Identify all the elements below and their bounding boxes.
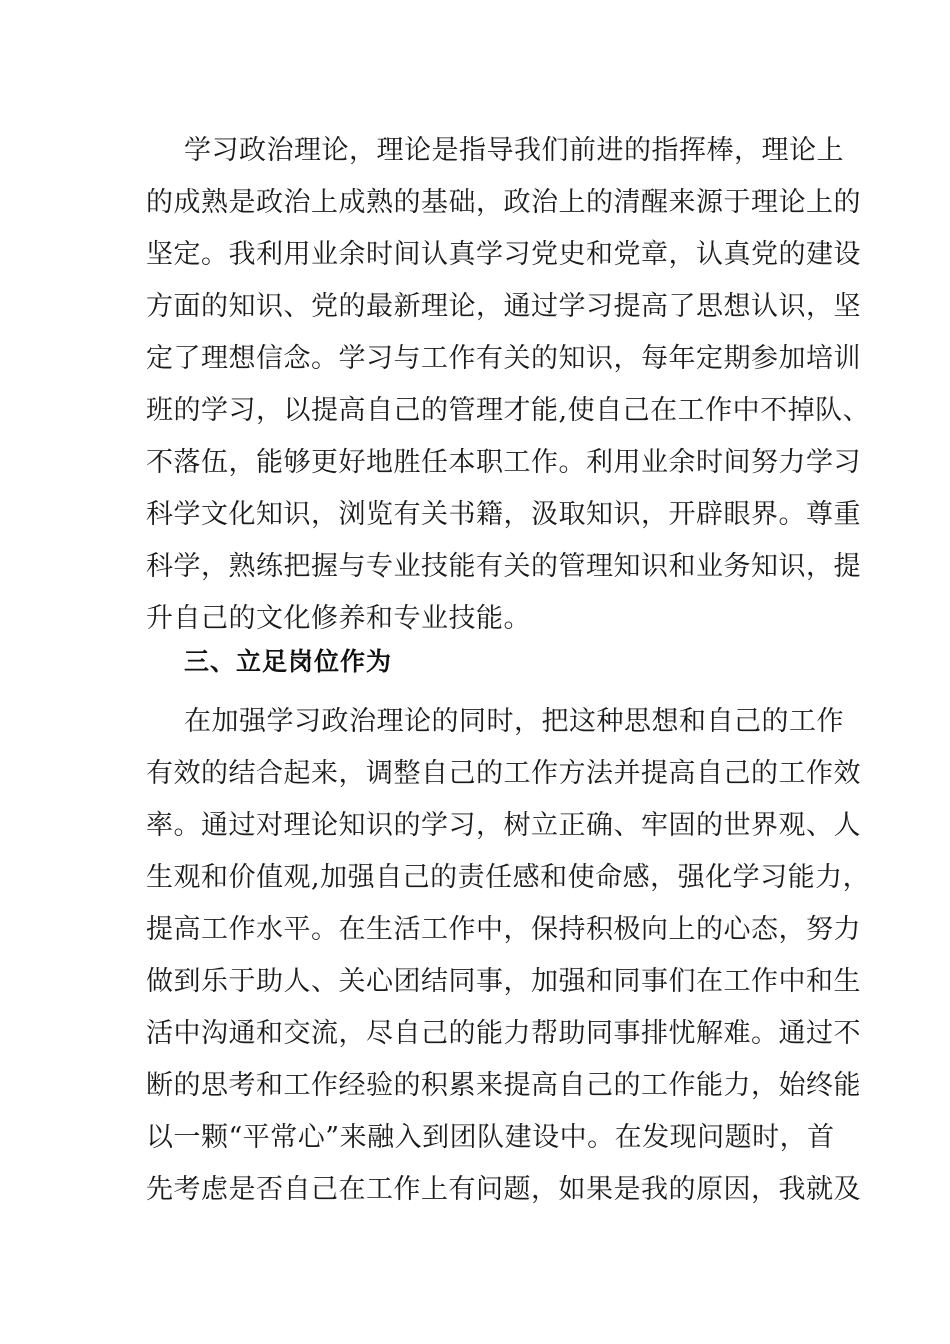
paragraph-line: 科学，熟练把握与专业技能有关的管理知识和业务知识，提 xyxy=(146,551,861,582)
paragraph-line: 活中沟通和交流，尽自己的能力帮助同事排忧解难。通过不 xyxy=(146,1018,861,1049)
paragraph-line: 有效的结合起来，调整自己的工作方法并提高自己的工作效 xyxy=(146,758,861,789)
paragraph-line: 升自己的文化修养和专业技能。 xyxy=(146,603,531,634)
paragraph-line: 以一颗“平常心”来融入到团队建设中。在发现问题时，首 xyxy=(146,1122,835,1153)
paragraph-line: 做到乐于助人、关心团结同事，加强和同事们在工作中和生 xyxy=(146,966,861,997)
paragraph-line: 在加强学习政治理论的同时，把这种思想和自己的工作 xyxy=(184,706,844,737)
paragraph-line: 定了理想信念。学习与工作有关的知识，每年定期参加培训 xyxy=(146,343,861,374)
paragraph-line: 率。通过对理论知识的学习，树立正确、牢固的世界观、人 xyxy=(146,810,861,841)
paragraph-line: 生观和价值观,加强自己的责任感和使命感，强化学习能力， xyxy=(146,862,871,893)
paragraph-line: 提高工作水平。在生活工作中，保持积极向上的心态，努力 xyxy=(146,914,861,945)
paragraph-study-theory xyxy=(146,125,871,645)
paragraph-line: 坚定。我利用业余时间认真学习党史和党章，认真党的建设 xyxy=(146,239,861,270)
paragraph-line: 学习政治理论，理论是指导我们前进的指挥棒，理论上 xyxy=(184,135,844,166)
paragraph-line: 先考虑是否自己在工作上有问题，如果是我的原因，我就及 xyxy=(146,1174,861,1205)
paragraph-line: 班的学习，以提高自己的管理才能,使自己在工作中不掉队、 xyxy=(146,395,871,426)
paragraph-line: 方面的知识、党的最新理论，通过学习提高了思想认识，坚 xyxy=(146,291,861,322)
paragraph-line: 不落伍，能够更好地胜任本职工作。利用业余时间努力学习 xyxy=(146,447,861,478)
paragraph-line: 断的思考和工作经验的积累来提高自己的工作能力，始终能 xyxy=(146,1070,861,1101)
paragraph-line: 的成熟是政治上成熟的基础，政治上的清醒来源于理论上的 xyxy=(146,187,861,218)
section-heading: 三、立足岗位作为 xyxy=(184,647,393,676)
paragraph-line: 科学文化知识，浏览有关书籍，汲取知识，开辟眼界。尊重 xyxy=(146,499,861,530)
paragraph-post-action xyxy=(146,696,871,1216)
